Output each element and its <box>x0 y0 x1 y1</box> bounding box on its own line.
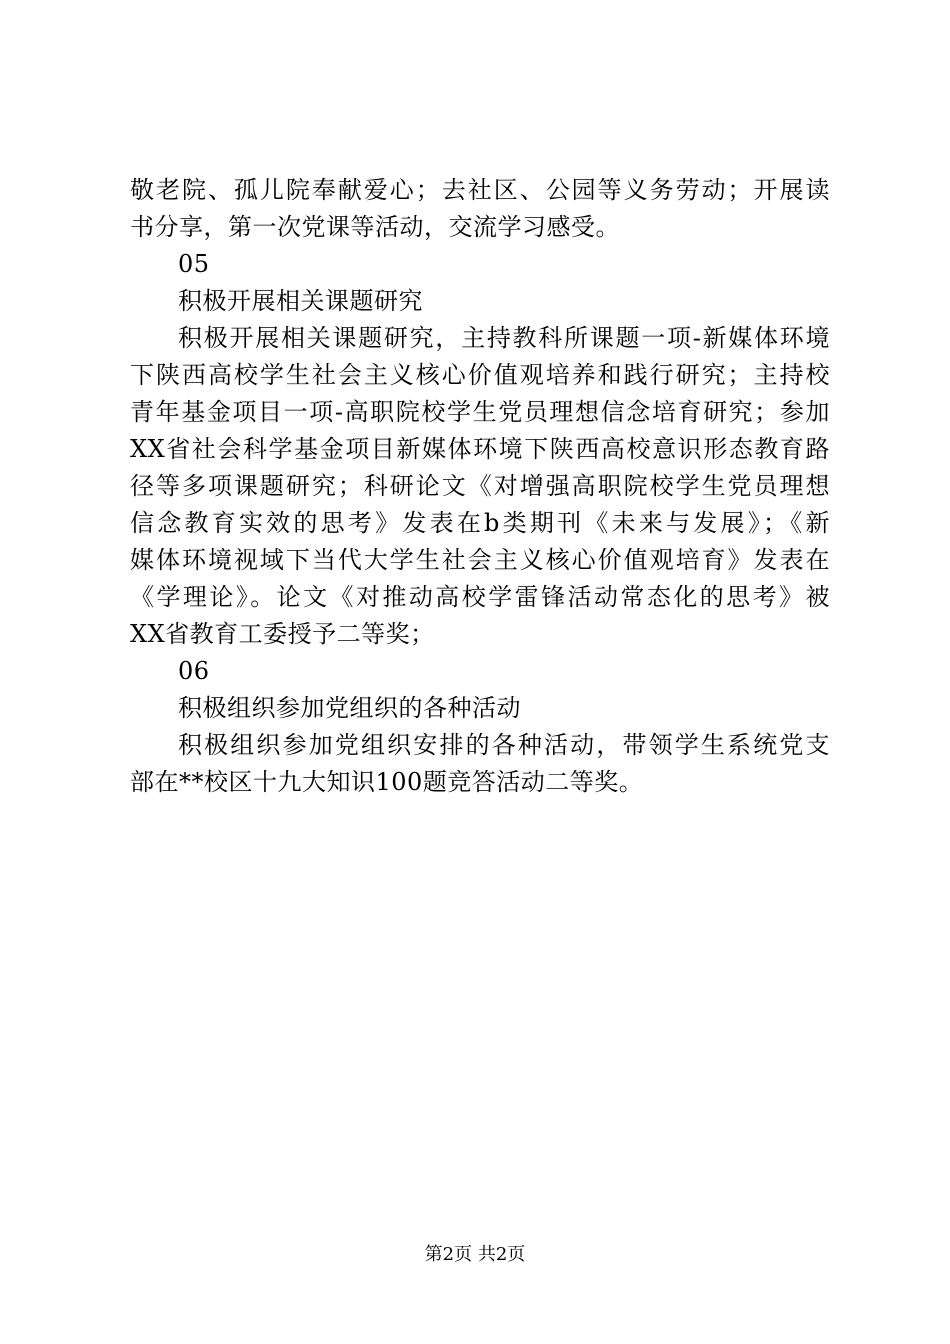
section-number <box>130 653 830 690</box>
text-line: 积极组织参加党组织安排的各种活动，带领学生系统党支 <box>178 731 830 759</box>
paragraph <box>130 727 830 801</box>
text-line: 径等多项课题研究；科研论文《对增强高职院校学生党员理想 <box>130 472 830 500</box>
text-line: 积极开展相关课题研究 <box>178 287 423 315</box>
text-line: 下陕西高校学生社会主义核心价值观培养和践行研究；主持校 <box>130 361 830 389</box>
paragraph <box>130 320 830 653</box>
text-line: 信念教育实效的思考》发表在b类期刊《未来与发展》；《新 <box>130 509 830 537</box>
text-line: 媒体环境视域下当代大学生社会主义核心价值观培育》发表在 <box>130 546 830 574</box>
page-number-label: 第2页 共2页 <box>424 1244 526 1265</box>
paragraph <box>130 172 830 246</box>
text-line: 《学理论》。论文《对推动高校学雷锋活动常态化的思考》被 <box>130 583 830 611</box>
section-heading <box>130 283 830 320</box>
text-line: XX省社会科学基金项目新媒体环境下陕西高校意识形态教育路 <box>130 435 830 463</box>
text-line: 积极开展相关课题研究，主持教科所课题一项-新媒体环境 <box>178 324 830 352</box>
section-heading <box>130 690 830 727</box>
text-line: 书分享，第一次党课等活动，交流学习感受。 <box>130 213 620 241</box>
text-line: XX省教育工委授予二等奖； <box>130 620 435 648</box>
page-footer <box>0 1244 950 1266</box>
text-line: 青年基金项目一项-高职院校学生党员理想信念培育研究；参加 <box>130 398 830 426</box>
document-body <box>130 172 830 801</box>
text-line: 敬老院、孤儿院奉献爱心；去社区、公园等义务劳动；开展读 <box>130 176 830 204</box>
text-line: 05 <box>178 250 210 278</box>
text-line: 部在**校区十九大知识100题竞答活动二等奖。 <box>130 768 644 796</box>
text-line: 积极组织参加党组织的各种活动 <box>178 694 521 722</box>
section-number <box>130 246 830 283</box>
text-line: 06 <box>178 657 210 685</box>
